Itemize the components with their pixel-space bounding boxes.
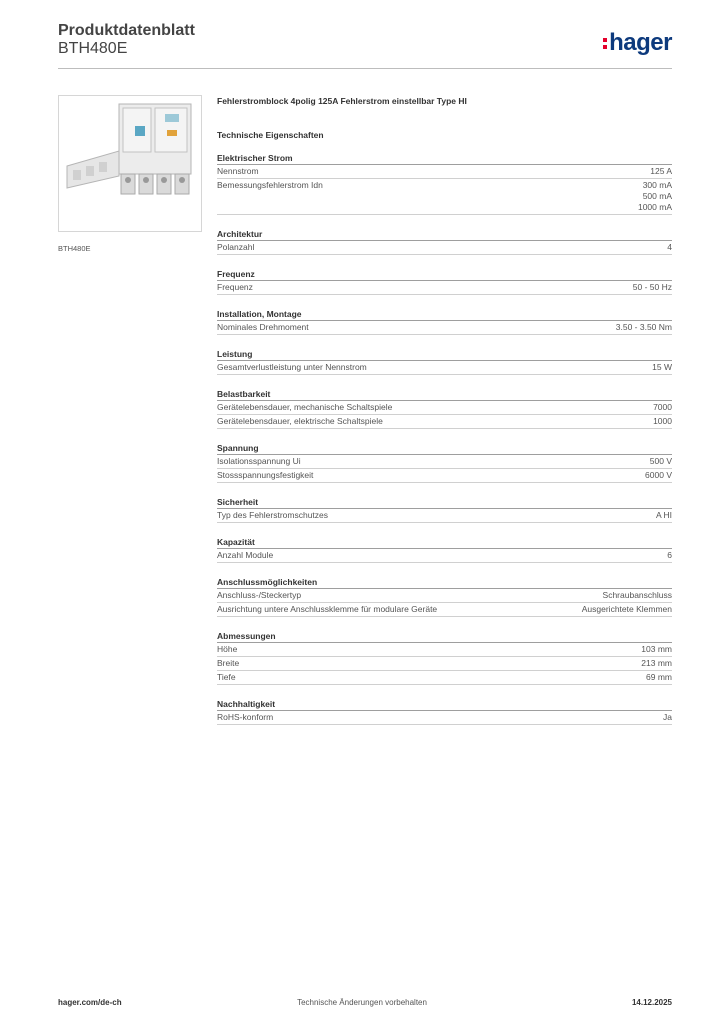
spec-value-line: Ja (663, 712, 672, 722)
hager-logo[interactable] (603, 29, 672, 57)
spec-value (652, 362, 672, 373)
spec-label: Anzahl Module (217, 550, 274, 560)
spec-section (217, 228, 672, 255)
spec-value (663, 712, 672, 723)
spec-row (217, 589, 672, 603)
logo-dots-icon (603, 36, 607, 50)
spec-section (217, 442, 672, 483)
spec-value-line: 69 mm (646, 672, 672, 682)
spec-label: Bemessungsfehlerstrom Idn (217, 180, 323, 190)
spec-value-line: 6 (667, 550, 672, 560)
product-description: Fehlerstromblock 4polig 125A Fehlerstrom einstellbar Type HI (217, 96, 467, 106)
footer-disclaimer: Technische Änderungen vorbehalten (297, 998, 427, 1007)
spec-value (646, 672, 672, 683)
spec-label: Nominales Drehmoment (217, 322, 309, 332)
spec-row (217, 401, 672, 415)
spec-row (217, 509, 672, 523)
spec-value-line: 300 mA (642, 180, 672, 190)
spec-section (217, 536, 672, 563)
product-image (58, 95, 202, 232)
section-title: Elektrischer Strom (217, 152, 672, 165)
section-title: Kapazität (217, 536, 672, 549)
spec-row (217, 671, 672, 685)
spec-value (656, 510, 672, 521)
section-title: Sicherheit (217, 496, 672, 509)
section-title: Installation, Montage (217, 308, 672, 321)
spec-label: Höhe (217, 644, 238, 654)
spec-value (582, 604, 672, 615)
spec-value-line: Ausgerichtete Klemmen (581, 604, 672, 614)
page-title: Produktdatenblatt (58, 22, 195, 39)
spec-value-line: 500 V (649, 456, 672, 466)
spec-value-line: 15 W (652, 362, 672, 372)
spec-value (641, 644, 672, 655)
spec-row (217, 657, 672, 671)
spec-value-line: 500 mA (642, 191, 672, 201)
spec-row (217, 643, 672, 657)
spec-label: Typ des Fehlerstromschutzes (217, 510, 329, 520)
spec-value-line: Schraubanschluss (602, 590, 672, 600)
tech-heading: Technische Eigenschaften (217, 130, 324, 140)
section-title: Frequenz (217, 268, 672, 281)
spec-value-line: 103 mm (641, 644, 672, 654)
spec-value (650, 166, 672, 177)
spec-sections (217, 152, 672, 725)
section-title: Leistung (217, 348, 672, 361)
section-title: Belastbarkeit (217, 388, 672, 401)
footer-date: 14.12.2025 (631, 998, 672, 1007)
spec-value-line: 125 A (650, 166, 672, 176)
spec-value-line: 4 (667, 242, 672, 252)
spec-value-line: 3.50 - 3.50 Nm (615, 322, 672, 332)
section-title: Nachhaltigkeit (217, 698, 672, 711)
spec-value (638, 180, 672, 213)
spec-label: Gerätelebensdauer, mechanische Schaltspiele (217, 402, 393, 412)
spec-value-line: A HI (655, 510, 672, 520)
spec-row (217, 549, 672, 563)
section-title: Spannung (217, 442, 672, 455)
spec-label: Stossspannungsfestigkeit (217, 470, 314, 480)
spec-row (217, 711, 672, 725)
spec-row (217, 241, 672, 255)
section-title: Architektur (217, 228, 672, 241)
spec-value-line: 213 mm (641, 658, 672, 668)
spec-section (217, 496, 672, 523)
spec-value (653, 402, 672, 413)
spec-row (217, 455, 672, 469)
spec-value (650, 456, 672, 467)
spec-value-line: 6000 V (645, 470, 672, 480)
spec-value (667, 242, 672, 253)
section-title: Abmessungen (217, 630, 672, 643)
spec-section (217, 388, 672, 429)
spec-label: Nennstrom (217, 166, 259, 176)
spec-section (217, 268, 672, 295)
spec-row (217, 361, 672, 375)
spec-value (645, 470, 672, 481)
image-caption: BTH480E (58, 244, 91, 253)
spec-row (217, 603, 672, 617)
spec-label: Gesamtverlustleistung unter Nennstrom (217, 362, 367, 372)
footer-website-link[interactable]: hager.com/de-ch (58, 998, 122, 1007)
spec-section (217, 308, 672, 335)
spec-row (217, 321, 672, 335)
spec-row (217, 415, 672, 429)
spec-label: Gerätelebensdauer, elektrische Schaltspiele (217, 416, 383, 426)
spec-label: Breite (217, 658, 240, 668)
spec-value-line: 1000 mA (637, 202, 672, 212)
spec-row (217, 165, 672, 179)
spec-section (217, 152, 672, 215)
product-code: BTH480E (58, 40, 128, 57)
spec-row (217, 179, 672, 215)
spec-label: Tiefe (217, 672, 236, 682)
rcd-block-icon (59, 96, 201, 231)
spec-value (667, 550, 672, 561)
spec-section (217, 630, 672, 685)
spec-value-line: 1000 (653, 416, 672, 426)
spec-label: Frequenz (217, 282, 253, 292)
header-divider (58, 68, 672, 69)
spec-value-line: 7000 (653, 402, 672, 412)
spec-label: Anschluss-/Steckertyp (217, 590, 302, 600)
spec-label: RoHS-konform (217, 712, 274, 722)
spec-row (217, 281, 672, 295)
spec-section (217, 698, 672, 725)
spec-row (217, 469, 672, 483)
spec-label: Polanzahl (217, 242, 255, 252)
section-title: Anschlussmöglichkeiten (217, 576, 672, 589)
logo-text: hager (609, 29, 672, 56)
spec-section (217, 576, 672, 617)
spec-value-line: 50 - 50 Hz (632, 282, 672, 292)
spec-value (653, 416, 672, 427)
spec-value (603, 590, 672, 601)
spec-value (633, 282, 672, 293)
spec-section (217, 348, 672, 375)
spec-label: Isolationsspannung Ui (217, 456, 301, 466)
spec-value (641, 658, 672, 669)
product-specs (217, 96, 672, 738)
spec-value (616, 322, 672, 333)
spec-label: Ausrichtung untere Anschlussklemme für modulare Geräte (217, 604, 438, 614)
